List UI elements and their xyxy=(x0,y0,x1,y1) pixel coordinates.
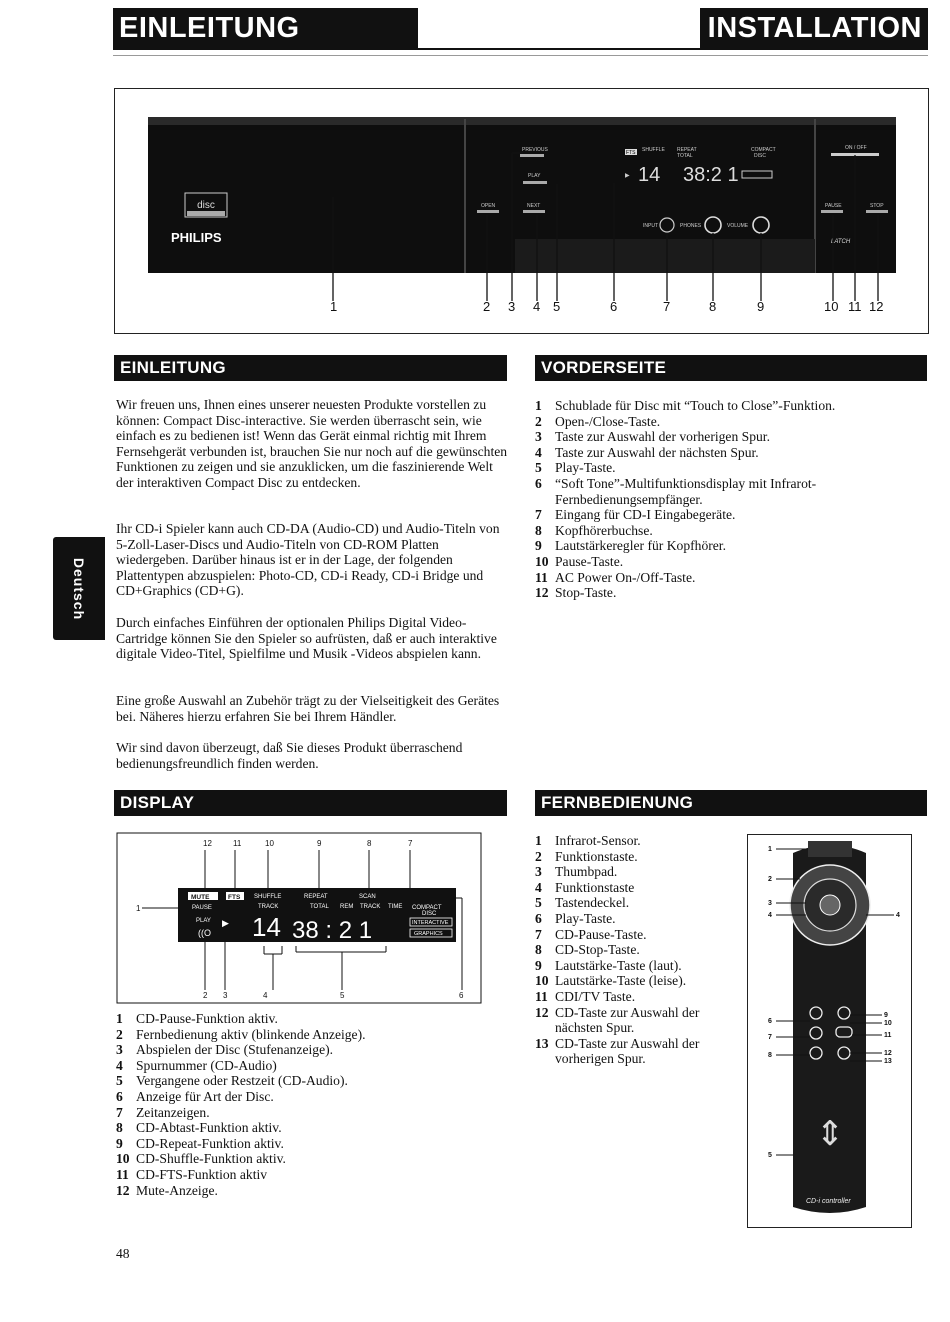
list-item-number: 8 xyxy=(116,1120,123,1136)
disp-callout-2: 2 xyxy=(203,991,208,1000)
disp-track2: TRACK xyxy=(360,904,381,910)
remote-figure xyxy=(747,834,912,1228)
list-item-text: Anzeige für Art der Disc. xyxy=(136,1088,274,1104)
display-time: 38:2 1 xyxy=(683,164,739,186)
disp-mute: MUTE xyxy=(191,894,210,901)
disp-callout-8: 8 xyxy=(367,839,372,848)
list-item xyxy=(535,864,735,880)
remote-callout-9: 9 xyxy=(884,1012,888,1019)
label-repeat: REPEAT xyxy=(677,147,697,153)
remote-callout-4-left: 4 xyxy=(768,912,772,919)
list-item-text: Thumbpad. xyxy=(555,864,618,880)
list-item-number: 4 xyxy=(535,879,542,895)
list-item xyxy=(535,927,735,943)
display-drawing xyxy=(116,832,482,1004)
list-item-number: 5 xyxy=(116,1073,123,1089)
list-item xyxy=(116,1183,496,1199)
callout-6: 6 xyxy=(610,299,618,314)
list-item xyxy=(116,1089,496,1105)
intro-paragraph-3: Durch einfaches Einführen der optionalen Philips Digital Video-Cartridge können Sie den Spieler so aufrüsten, daß er auch interaktive digitale Video-Titel, Spielfilme und Musik -Videos abspielen kann. xyxy=(116,615,497,662)
list-item-number: 7 xyxy=(116,1104,123,1120)
list-item-text: CD-FTS-Funktion aktiv xyxy=(136,1166,268,1182)
disc-logo-text: disc xyxy=(197,200,215,211)
list-item-number: 12 xyxy=(116,1182,130,1198)
section-display-title: DISPLAY xyxy=(114,790,507,816)
list-item xyxy=(535,538,875,554)
label-stop: STOP xyxy=(870,203,884,209)
section-einleitung-title: EINLEITUNG xyxy=(114,355,507,381)
disp-callout-12: 12 xyxy=(203,839,212,848)
disp-track: TRACK xyxy=(258,904,279,910)
list-item-number: 1 xyxy=(535,833,542,848)
list-item-number: 2 xyxy=(535,413,542,429)
label-previous: PREVIOUS xyxy=(522,147,548,153)
list-item-text: Pause-Taste. xyxy=(555,553,624,569)
list-item xyxy=(535,849,735,865)
list-item-number: 9 xyxy=(535,957,542,973)
remote-callout-6: 6 xyxy=(768,1018,772,1025)
list-item-text: Funktionstaste. xyxy=(555,848,638,864)
label-latch: LATCH xyxy=(831,239,851,245)
list-item-text: Stop-Taste. xyxy=(555,585,617,601)
callout-10: 10 xyxy=(824,299,839,314)
list-item-text: CD-Abtast-Funktion aktiv. xyxy=(136,1120,282,1136)
remote-callout-1: 1 xyxy=(768,846,772,853)
play-step-icon: ▶ xyxy=(222,918,229,928)
list-item-text: Taste zur Auswahl der vorherigen Spur. xyxy=(555,429,770,445)
label-compact: COMPACT xyxy=(751,147,776,153)
remote-callout-5: 5 xyxy=(768,1152,772,1159)
list-item-number: 9 xyxy=(535,538,542,554)
remote-callout-10: 10 xyxy=(884,1020,892,1027)
list-item-text: Schublade für Disc mit “Touch to Close”-Funktion. xyxy=(555,398,836,413)
list-item xyxy=(535,414,875,430)
list-item-number: 12 xyxy=(535,585,549,601)
remote-callout-3: 3 xyxy=(768,900,772,907)
disp-graphics: GRAPHICS xyxy=(414,931,443,937)
brand-logo: PHILIPS xyxy=(171,230,222,245)
disp-callout-10: 10 xyxy=(265,839,274,848)
label-shuffle: SHUFFLE xyxy=(642,147,665,153)
list-item xyxy=(116,1042,496,1058)
front-panel-list xyxy=(535,398,875,601)
disp-rem: REM xyxy=(340,904,354,910)
label-volume: VOLUME xyxy=(727,223,749,229)
list-item xyxy=(535,989,735,1005)
remote-callout-11: 11 xyxy=(884,1032,892,1039)
list-item-number: 4 xyxy=(116,1057,123,1073)
list-item-number: 6 xyxy=(535,475,542,491)
list-item xyxy=(116,1136,496,1152)
list-item-text: Open-/Close-Taste. xyxy=(555,413,661,429)
label-pause: PAUSE xyxy=(825,203,842,209)
intro-paragraph-1: Wir freuen uns, Ihnen eines unserer neuesten Produkte vorstellen zu können: Compact Disc-interactive. Sie werden überrascht sein, wie einfach es zu bedienen ist! Wenn das Gerät einmal richtig mit Ihrem Fernsehgerät verbunden ist, brauchen Sie nur noch auf die gewünschten Funktionen zu zeigen und sie anzuklicken, um die faszinierende Welt der interaktiven Compact Disc zu entdecken. xyxy=(116,397,508,490)
list-item-number: 6 xyxy=(535,910,542,926)
list-item-text: Fernbedienung aktiv (blinkende Anzeige). xyxy=(136,1026,366,1042)
disp-play: PLAY xyxy=(196,918,211,924)
list-item-text: CDI/TV Taste. xyxy=(555,988,636,1004)
list-item xyxy=(535,895,735,911)
list-item-text: Taste zur Auswahl der nächsten Spur. xyxy=(555,444,759,460)
list-item-text: Play-Taste. xyxy=(555,460,616,476)
list-item-number: 7 xyxy=(535,926,542,942)
callout-5: 5 xyxy=(553,299,561,314)
list-item-number: 8 xyxy=(535,942,542,958)
intro-paragraph-4: Eine große Auswahl an Zubehör trägt zu der Vielseitigkeit des Gerätes bei. Näheres hierzu erfahren Sie bei Ihrem Händler. xyxy=(116,693,500,724)
section-fernbedienung-title: FERNBEDIENUNG xyxy=(535,790,927,816)
list-item-text: “Soft Tone”-Multifunktionsdisplay mit Infrarot-Fernbedienungsempfänger. xyxy=(555,475,817,507)
list-item-number: 3 xyxy=(535,429,542,445)
callout-4: 4 xyxy=(533,299,541,314)
disp-fts: FTS xyxy=(228,894,241,901)
label-play: PLAY xyxy=(528,173,541,179)
list-item xyxy=(535,880,735,896)
disp-pause: PAUSE xyxy=(192,905,212,911)
disp-callout-6: 6 xyxy=(459,991,464,1000)
remote-callout-13: 13 xyxy=(884,1058,892,1065)
disp-callout-3: 3 xyxy=(223,991,228,1000)
language-tab-label: Deutsch xyxy=(71,557,87,620)
list-item xyxy=(116,1105,496,1121)
list-item-text: Kopfhörerbuchse. xyxy=(555,522,653,538)
remote-callout-8: 8 xyxy=(768,1052,772,1059)
disp-shuffle: SHUFFLE xyxy=(254,894,282,900)
remote-list xyxy=(535,833,735,1067)
callout-11: 11 xyxy=(848,299,862,314)
disp-callout-1: 1 xyxy=(136,904,141,913)
list-item xyxy=(535,570,875,586)
list-item xyxy=(535,507,875,523)
list-item xyxy=(535,554,875,570)
label-open: OPEN xyxy=(481,203,496,209)
list-item xyxy=(535,398,875,414)
label-input: INPUT xyxy=(643,223,658,229)
label-phones: PHONES xyxy=(680,223,702,229)
section-vorderseite-title: VORDERSEITE xyxy=(535,355,927,381)
list-item-text: Lautstärkeregler für Kopfhörer. xyxy=(555,538,726,554)
list-item-text: CD-Shuffle-Funktion aktiv. xyxy=(136,1151,286,1167)
disp-callout-7: 7 xyxy=(408,839,413,848)
disp-interactive: INTERACTIVE xyxy=(412,920,449,926)
remote-drawing xyxy=(748,835,911,1227)
list-item xyxy=(116,1073,496,1089)
callout-9: 9 xyxy=(757,299,765,314)
intro-paragraph-5: Wir sind davon überzeugt, daß Sie dieses Produkt überraschend bedienungsfreundlich finden werden. xyxy=(116,740,463,771)
list-item-number: 9 xyxy=(116,1135,123,1151)
list-item-number: 3 xyxy=(116,1042,123,1058)
list-item-text: CD-Pause-Taste. xyxy=(555,926,647,942)
list-item-text: CD-Stop-Taste. xyxy=(555,942,640,958)
list-item-text: Spurnummer (CD-Audio) xyxy=(136,1057,277,1073)
list-item-number: 2 xyxy=(116,1026,123,1042)
disp-repeat: REPEAT xyxy=(304,894,328,900)
label-fts: FTS xyxy=(626,150,636,156)
list-item-number: 8 xyxy=(535,522,542,538)
list-item-number: 10 xyxy=(116,1151,130,1167)
list-item-text: CD-Taste zur Auswahl der vorherigen Spur. xyxy=(555,1035,700,1067)
page-number: 48 xyxy=(116,1246,130,1261)
list-item-text: Tastendeckel. xyxy=(555,895,630,911)
list-item-text: Lautstärke-Taste (leise). xyxy=(555,973,687,989)
disp-callout-9: 9 xyxy=(317,839,322,848)
list-item xyxy=(535,911,735,927)
disp-track-number: 14 xyxy=(252,912,281,942)
list-item-number: 2 xyxy=(535,848,542,864)
display-track-number: 14 xyxy=(638,164,661,186)
remote-callout-4-right: 4 xyxy=(896,912,900,919)
list-item-number: 10 xyxy=(535,973,549,989)
list-item-text: Vergangene oder Restzeit (CD-Audio). xyxy=(136,1073,348,1089)
list-item-number: 3 xyxy=(535,864,542,880)
disp-scan: SCAN xyxy=(359,894,376,900)
list-item-number: 4 xyxy=(535,444,542,460)
remote-callout-7: 7 xyxy=(768,1034,772,1041)
list-item-number: 6 xyxy=(116,1088,123,1104)
callout-3: 3 xyxy=(508,299,516,314)
list-item xyxy=(535,476,875,507)
disp-disc: DISC xyxy=(422,911,437,917)
list-item xyxy=(535,523,875,539)
list-item xyxy=(535,942,735,958)
list-item xyxy=(535,1036,735,1067)
disp-total: TOTAL xyxy=(310,904,329,910)
list-item-number: 1 xyxy=(116,1011,123,1026)
remote-model-label: CD-i controller xyxy=(806,1198,851,1205)
front-panel-drawing xyxy=(115,89,930,335)
front-panel-figure xyxy=(114,88,929,334)
list-item-number: 5 xyxy=(535,895,542,911)
label-disc: DISC xyxy=(754,153,766,159)
svg-text:▶: ▶ xyxy=(625,173,630,179)
list-item xyxy=(116,1058,496,1074)
list-item-number: 11 xyxy=(535,988,548,1004)
callout-8: 8 xyxy=(709,299,717,314)
list-item-text: AC Power On-/Off-Taste. xyxy=(555,569,696,585)
list-item xyxy=(535,460,875,476)
remote-callout-2: 2 xyxy=(768,876,772,883)
cover-arrow-icon: ⇕ xyxy=(815,1115,845,1153)
label-next: NEXT xyxy=(527,203,541,209)
header-left-title: EINLEITUNG xyxy=(113,8,418,48)
list-item-number: 13 xyxy=(535,1035,549,1051)
callout-2: 2 xyxy=(483,299,491,314)
list-item-number: 5 xyxy=(535,460,542,476)
disp-compact: COMPACT xyxy=(412,905,442,911)
header-rule xyxy=(113,48,928,50)
disp-callout-4: 4 xyxy=(263,991,268,1000)
list-item-number: 11 xyxy=(116,1166,129,1182)
label-total: TOTAL xyxy=(677,153,693,159)
list-item xyxy=(535,973,735,989)
header-right-title: INSTALLATION xyxy=(700,8,928,48)
list-item xyxy=(116,1167,496,1183)
header-rule-thin xyxy=(113,55,928,56)
list-item-text: Play-Taste. xyxy=(555,910,616,926)
list-item xyxy=(116,1027,496,1043)
list-item xyxy=(116,1011,496,1027)
disp-callout-5: 5 xyxy=(340,991,345,1000)
intro-paragraph-2: Ihr CD-i Spieler kann auch CD-DA (Audio-CD) und Audio-Titeln von 5-Zoll-Laser-Discs und Audio-Titeln von CD-ROM Platten wiedergeben. Darüber hinaus ist er in der Lage, der folgenden Plattentypen abzuspielen: Photo-CD, CD-i Ready, CD-i Bridge und CD+Graphics (CD+G). xyxy=(116,521,500,599)
callout-1: 1 xyxy=(330,299,338,314)
display-list xyxy=(116,1011,496,1198)
list-item-number: 11 xyxy=(535,569,548,585)
callout-7: 7 xyxy=(663,299,671,314)
list-item-text: Abspielen der Disc (Stufenanzeige). xyxy=(136,1042,334,1058)
list-item xyxy=(535,585,875,601)
list-item-text: CD-Pause-Funktion aktiv. xyxy=(136,1011,278,1026)
list-item-text: Lautstärke-Taste (laut). xyxy=(555,957,682,973)
list-item-text: Funktionstaste xyxy=(555,879,635,895)
list-item xyxy=(535,833,735,849)
list-item-text: Mute-Anzeige. xyxy=(136,1182,218,1198)
list-item-text: CD-Repeat-Funktion aktiv. xyxy=(136,1135,284,1151)
list-item-number: 1 xyxy=(535,398,542,413)
list-item xyxy=(535,1005,735,1036)
list-item-text: Infrarot-Sensor. xyxy=(555,833,641,848)
label-on-off: ON / OFF xyxy=(845,145,867,151)
display-figure xyxy=(116,832,482,1004)
list-item-number: 7 xyxy=(535,507,542,523)
language-tab xyxy=(53,537,105,640)
list-item xyxy=(535,445,875,461)
list-item-text: Eingang für CD-I Eingabegeräte. xyxy=(555,507,736,523)
remote-callout-12: 12 xyxy=(884,1050,892,1057)
list-item xyxy=(116,1120,496,1136)
list-item-number: 10 xyxy=(535,553,549,569)
list-item xyxy=(535,429,875,445)
callout-12: 12 xyxy=(869,299,884,314)
remote-active-icon: ((O xyxy=(198,928,211,938)
disp-time: TIME xyxy=(388,904,403,910)
list-item-text: Zeitanzeigen. xyxy=(136,1104,210,1120)
disp-time-value: 38 : 2 1 xyxy=(292,917,373,944)
disp-callout-11: 11 xyxy=(233,839,242,848)
list-item-text: CD-Taste zur Auswahl der nächsten Spur. xyxy=(555,1004,700,1036)
list-item xyxy=(116,1151,496,1167)
list-item-number: 12 xyxy=(535,1004,549,1020)
list-item xyxy=(535,958,735,974)
